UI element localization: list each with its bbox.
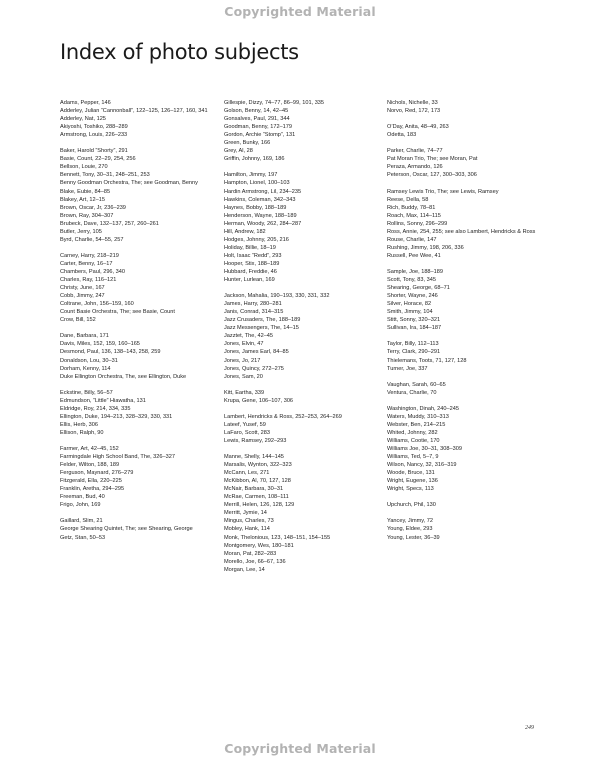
index-entry: Chambers, Paul, 296, 340 [60, 268, 125, 275]
index-entry: Jazztet, The, 42–45 [224, 333, 274, 340]
index-entry: Holiday, Billie, 18–19 [224, 244, 276, 251]
index-entry: Duke Ellington Orchestra, The, see Ellington, Duke [60, 373, 187, 380]
index-entry: Blakey, Art, 12–15 [60, 196, 105, 203]
index-entry: Eckstine, Billy, 56–57 [60, 389, 113, 396]
index-entry: Gordon, Archie “Stomp”, 131 [224, 132, 296, 139]
index-entry: Mingus, Charles, 73 [224, 518, 274, 525]
index-entry: Moran, Pat, 282–283 [224, 550, 277, 557]
page-title: Index of photo subjects [60, 40, 299, 64]
index-entry: Brown, Ray, 304–307 [60, 212, 114, 219]
index-entry: Gaillard, Slim, 21 [60, 518, 103, 525]
index-entry: Bennett, Tony, 30–31, 248–251, 253 [60, 172, 150, 179]
index-entry: Golson, Benny, 14, 42–45 [224, 108, 289, 115]
index-entry: Jones, Jo, 217 [224, 357, 261, 364]
index-column-1 [60, 99, 210, 542]
index-entry: Peraza, Armando, 126 [387, 164, 443, 171]
index-entry: Young, Lester, 36–39 [387, 534, 440, 541]
index-entry: Morello, Joe, 66–67, 136 [224, 558, 286, 565]
index-entry: Griffin, Johnny, 169, 186 [224, 156, 285, 163]
index-entry: Butler, Jerry, 105 [60, 228, 102, 235]
index-entry: Crow, Bill, 152 [60, 317, 96, 324]
index-entry: Mobley, Hank, 114 [224, 526, 270, 533]
index-entry: Turner, Joe, 337 [387, 365, 428, 372]
index-entry: Donaldson, Lou, 30–31 [60, 357, 118, 364]
index-entry: Jazz Messengers, The, 14–15 [224, 325, 299, 332]
letter-group-gap [60, 509, 210, 517]
index-entry: Byrd, Charlie, 54–55, 257 [60, 236, 124, 243]
index-entry: Nichols, Nichelle, 33 [387, 100, 438, 106]
index-entry: Haynes, Bobby, 188–189 [224, 204, 287, 211]
index-entry: Lambert, Hendricks & Ross, 252–253, 264–269 [224, 413, 342, 420]
index-entry: Williams Joe, 30–31, 308–309 [387, 446, 462, 453]
index-entry: Stitt, Sonny, 320–321 [387, 317, 441, 324]
index-entry: Ellington, Duke, 194–213, 328–329, 330, 331 [60, 413, 173, 420]
index-entry: McNair, Barbara, 30–31 [224, 486, 284, 493]
index-entry: Monk, Thelonious, 123, 148–151, 154–155 [224, 534, 331, 541]
index-entry: Rich, Buddy, 78–81 [387, 204, 436, 211]
letter-group-gap [60, 244, 210, 252]
letter-group-gap [387, 493, 542, 501]
index-entry: Shearing, George, 68–71 [387, 285, 450, 292]
index-entry: Jones, James Earl, 84–85 [224, 349, 289, 356]
letter-group-gap [224, 381, 376, 389]
index-entry: Washington, Dinah, 240–245 [387, 405, 459, 412]
index-entry: O’Day, Anita, 48–49, 263 [387, 124, 449, 131]
letter-group-gap [60, 381, 210, 389]
index-entry: Wright, Specs, 113 [387, 486, 434, 493]
index-entry: Pat Moran Trio, The; see Moran, Pat [387, 156, 478, 163]
index-entry: LaFaro, Scott, 283 [224, 429, 271, 436]
index-entry: Rouse, Charlie, 147 [387, 236, 437, 243]
index-entry: Carney, Harry, 218–219 [60, 252, 119, 259]
index-entry: Adams, Pepper, 146 [60, 100, 111, 106]
index-entry: Webster, Ben, 214–215 [387, 421, 446, 428]
index-entry: Jones, Sam, 20 [224, 373, 263, 380]
copyright-watermark-bottom: Copyrighted Material [224, 741, 376, 756]
letter-group-gap [60, 437, 210, 445]
index-entry: Hooper, Stix, 188–189 [224, 260, 280, 267]
index-entry: Coltrane, John, 156–159, 160 [60, 301, 134, 308]
index-entry: Russell, Pee Wee, 41 [387, 252, 441, 259]
index-entry: Waters, Muddy, 310–313 [387, 413, 449, 420]
index-entry: George Shearing Quintet, The; see Shearing, George [60, 526, 193, 533]
index-entry: Armstrong, Louis, 226–233 [60, 132, 128, 139]
letter-group-gap [387, 179, 542, 187]
index-entry: Roach, Max, 114–115 [387, 212, 441, 219]
index-entry: Hill, Andrew, 182 [224, 228, 266, 235]
letter-group-gap [224, 284, 376, 292]
index-entry: Hardin Armstrong, Lil, 234–235 [224, 188, 302, 195]
index-entry: Getz, Stan, 50–53 [60, 534, 106, 541]
index-entry: Farmer, Art, 42–45, 152 [60, 446, 119, 453]
index-entry: Peterson, Oscar, 127, 300–303, 306 [387, 172, 477, 179]
index-entry: Thielemans, Toots, 71, 127, 128 [387, 357, 467, 364]
index-entry: Hawkins, Coleman, 342–343 [224, 196, 296, 203]
letter-group-gap [60, 324, 210, 332]
index-entry: Reese, Della, 58 [387, 196, 429, 203]
index-entry: Felder, Wilton, 188, 189 [60, 462, 120, 469]
index-entry: Montgomery, Wes, 180–181 [224, 542, 294, 549]
index-entry: Carter, Benny, 16–17 [60, 260, 113, 267]
index-entry: Kitt, Eartha, 339 [224, 389, 265, 396]
index-entry: Freeman, Bud, 40 [60, 494, 105, 501]
index-entry: Hodges, Johnny, 205, 216 [224, 236, 289, 243]
index-entry: Basie, Count, 22–29, 254, 256 [60, 156, 136, 163]
index-entry: Edmundson, “Little” Hiawatha, 131 [60, 397, 146, 404]
index-entry: Holt, Isaac “Redd”, 293 [224, 252, 282, 259]
letter-group-gap [387, 139, 542, 147]
index-entry: Jones, Quincy, 272–275 [224, 365, 284, 372]
index-entry: Ellis, Herb, 306 [60, 421, 98, 428]
index-entry: McRae, Carmen, 108–111 [224, 494, 289, 501]
letter-group-gap [60, 139, 210, 147]
index-entry: Krupa, Gene, 106–107, 306 [224, 397, 294, 404]
index-entry: Bellson, Louie, 270 [60, 164, 108, 171]
index-entry: Baker, Harold “Shorty”, 291 [60, 148, 128, 155]
index-entry: Odetta, 183 [387, 132, 417, 139]
letter-group-gap [387, 509, 542, 517]
index-entry: Hubbard, Freddie, 46 [224, 268, 277, 275]
index-entry: Ferguson, Maynard, 276–279 [60, 470, 134, 477]
index-entry: Norvo, Red, 172, 173 [387, 108, 441, 115]
letter-group-gap [387, 397, 542, 405]
index-entry: Dorham, Kenny, 114 [60, 365, 111, 372]
index-entry: Rollins, Sonny, 296–299 [387, 220, 448, 227]
index-entry: Woode, Bruce, 131 [387, 470, 435, 477]
index-entry: Shorter, Wayne, 246 [387, 293, 438, 300]
index-entry: Grey, Al, 28 [224, 148, 253, 155]
index-entry: Marsalis, Wynton, 322–323 [224, 462, 292, 469]
index-entry: Merritt, Jymie, 14 [224, 510, 267, 517]
index-entry: Davis, Miles, 152, 159, 160–165 [60, 341, 140, 348]
index-entry: Cobb, Jimmy, 247 [60, 293, 105, 300]
index-entry: Manne, Shelly, 144–145 [224, 454, 284, 461]
index-entry: Count Basie Orchestra, The; see Basie, Count [60, 309, 175, 316]
index-entry: Ramsey Lewis Trio, The; see Lewis, Ramsey [387, 188, 499, 195]
index-entry: Benny Goodman Orchestra, The; see Goodman, Benny [60, 180, 198, 187]
index-entry: Gillespie, Dizzy, 74–77, 86–99, 101, 335 [224, 100, 325, 106]
index-entry: Jones, Elvin, 47 [224, 341, 264, 348]
letter-group-gap [224, 445, 376, 453]
index-entry: Brubeck, Dave, 132–137, 257, 260–261 [60, 220, 159, 227]
letter-group-gap [387, 373, 542, 381]
index-entry: McCann, Les, 271 [224, 470, 270, 477]
index-entry: Goodman, Benny, 172–179 [224, 124, 293, 131]
index-entry: Frigo, John, 169 [60, 502, 101, 509]
index-entry: Eldridge, Roy, 214, 334, 335 [60, 405, 131, 412]
index-entry: Desmond, Paul, 136, 138–143, 258, 259 [60, 349, 161, 356]
index-entry: Taylor, Billy, 112–113 [387, 341, 439, 348]
index-entry: Lewis, Ramsey, 292–293 [224, 437, 287, 444]
index-entry: Young, Eldee, 293 [387, 526, 433, 533]
index-entry: Wilson, Nancy, 32, 316–319 [387, 462, 457, 469]
index-entry: Janis, Conrad, 314–315 [224, 309, 284, 316]
index-entry: Smith, Jimmy, 104 [387, 309, 433, 316]
index-entry: Lateef, Yusef, 59 [224, 421, 266, 428]
index-entry: McKibbon, Al, 70, 127, 128 [224, 478, 291, 485]
letter-group-gap [387, 332, 542, 340]
index-entry: Henderson, Wayne, 188–189 [224, 212, 297, 219]
index-entry: Hunter, Lurlean, 169 [224, 277, 275, 284]
index-entry: Sample, Joe, 188–189 [387, 268, 443, 275]
letter-group-gap [224, 163, 376, 171]
index-entry: Morgan, Lee, 14 [224, 566, 265, 573]
index-entry: Franklin, Aretha, 294–295 [60, 486, 125, 493]
index-column-3 [387, 99, 542, 542]
index-entry: Blake, Eubie, 84–85 [60, 188, 111, 195]
index-column-2 [224, 99, 376, 574]
index-entry: Whited, Johnny, 282 [387, 429, 438, 436]
index-entry: James, Harry, 280–281 [224, 301, 282, 308]
index-entry: Upchurch, Phil, 130 [387, 502, 436, 509]
letter-group-gap [224, 405, 376, 413]
index-entry: Adderley, Nat, 125 [60, 116, 106, 123]
index-entry: Hampton, Lionel, 100–103 [224, 180, 290, 187]
index-entry: Parker, Charlie, 74–77 [387, 148, 443, 155]
index-entry: Scott, Tony, 83, 345 [387, 277, 436, 284]
index-entry: Vaughan, Sarah, 60–65 [387, 381, 446, 388]
index-entry: Wright, Eugene, 136 [387, 478, 438, 485]
index-entry: Christy, June, 167 [60, 285, 105, 292]
index-entry: Charles, Ray, 116–121 [60, 277, 117, 284]
index-entry: Merrill, Helen, 126, 128, 129 [224, 502, 295, 509]
index-entry: Rushing, Jimmy, 198, 206, 336 [387, 244, 464, 251]
index-entry: Hamilton, Jimmy, 197 [224, 172, 278, 179]
index-entry: Green, Bunky, 166 [224, 140, 271, 147]
index-entry: Jackson, Mahalia, 190–193, 330, 331, 332 [224, 293, 330, 300]
index-entry: Brown, Oscar, Jr, 236–239 [60, 204, 126, 211]
index-entry: Sullivan, Ira, 184–187 [387, 325, 442, 332]
index-entry: Akiyoshi, Toshiko, 288–289 [60, 124, 128, 131]
page-number: 249 [525, 725, 534, 731]
index-entry: Ventura, Charlie, 70 [387, 389, 437, 396]
copyright-watermark-top: Copyrighted Material [224, 4, 376, 19]
letter-group-gap [387, 115, 542, 123]
index-entry: Silver, Horace, 82 [387, 301, 432, 308]
index-entry: Ellison, Ralph, 90 [60, 429, 104, 436]
index-entry: Ross, Annie, 254, 255; see also Lambert, Hendricks & Ross [387, 228, 536, 235]
index-entry: Williams, Ted, 5–7, 9 [387, 454, 439, 461]
index-entry: Dane, Barbara, 171 [60, 333, 109, 340]
index-entry: Farmingdale High School Band, The, 326–327 [60, 454, 175, 461]
letter-group-gap [387, 260, 542, 268]
index-entry: Jazz Crusaders, The, 188–189 [224, 317, 301, 324]
index-entry: Gonsalves, Paul, 291, 344 [224, 116, 290, 123]
index-entry: Williams, Cootie, 170 [387, 437, 440, 444]
index-entry: Fitzgerald, Ella, 220–225 [60, 478, 122, 485]
index-entry: Terry, Clark, 290–291 [387, 349, 441, 356]
index-entry: Adderley, Julian “Cannonball”, 122–125, 126–127, 160, 341 [60, 108, 208, 115]
index-entry: Herman, Woody, 262, 284–287 [224, 220, 302, 227]
index-entry: Yancey, Jimmy, 72 [387, 518, 434, 525]
